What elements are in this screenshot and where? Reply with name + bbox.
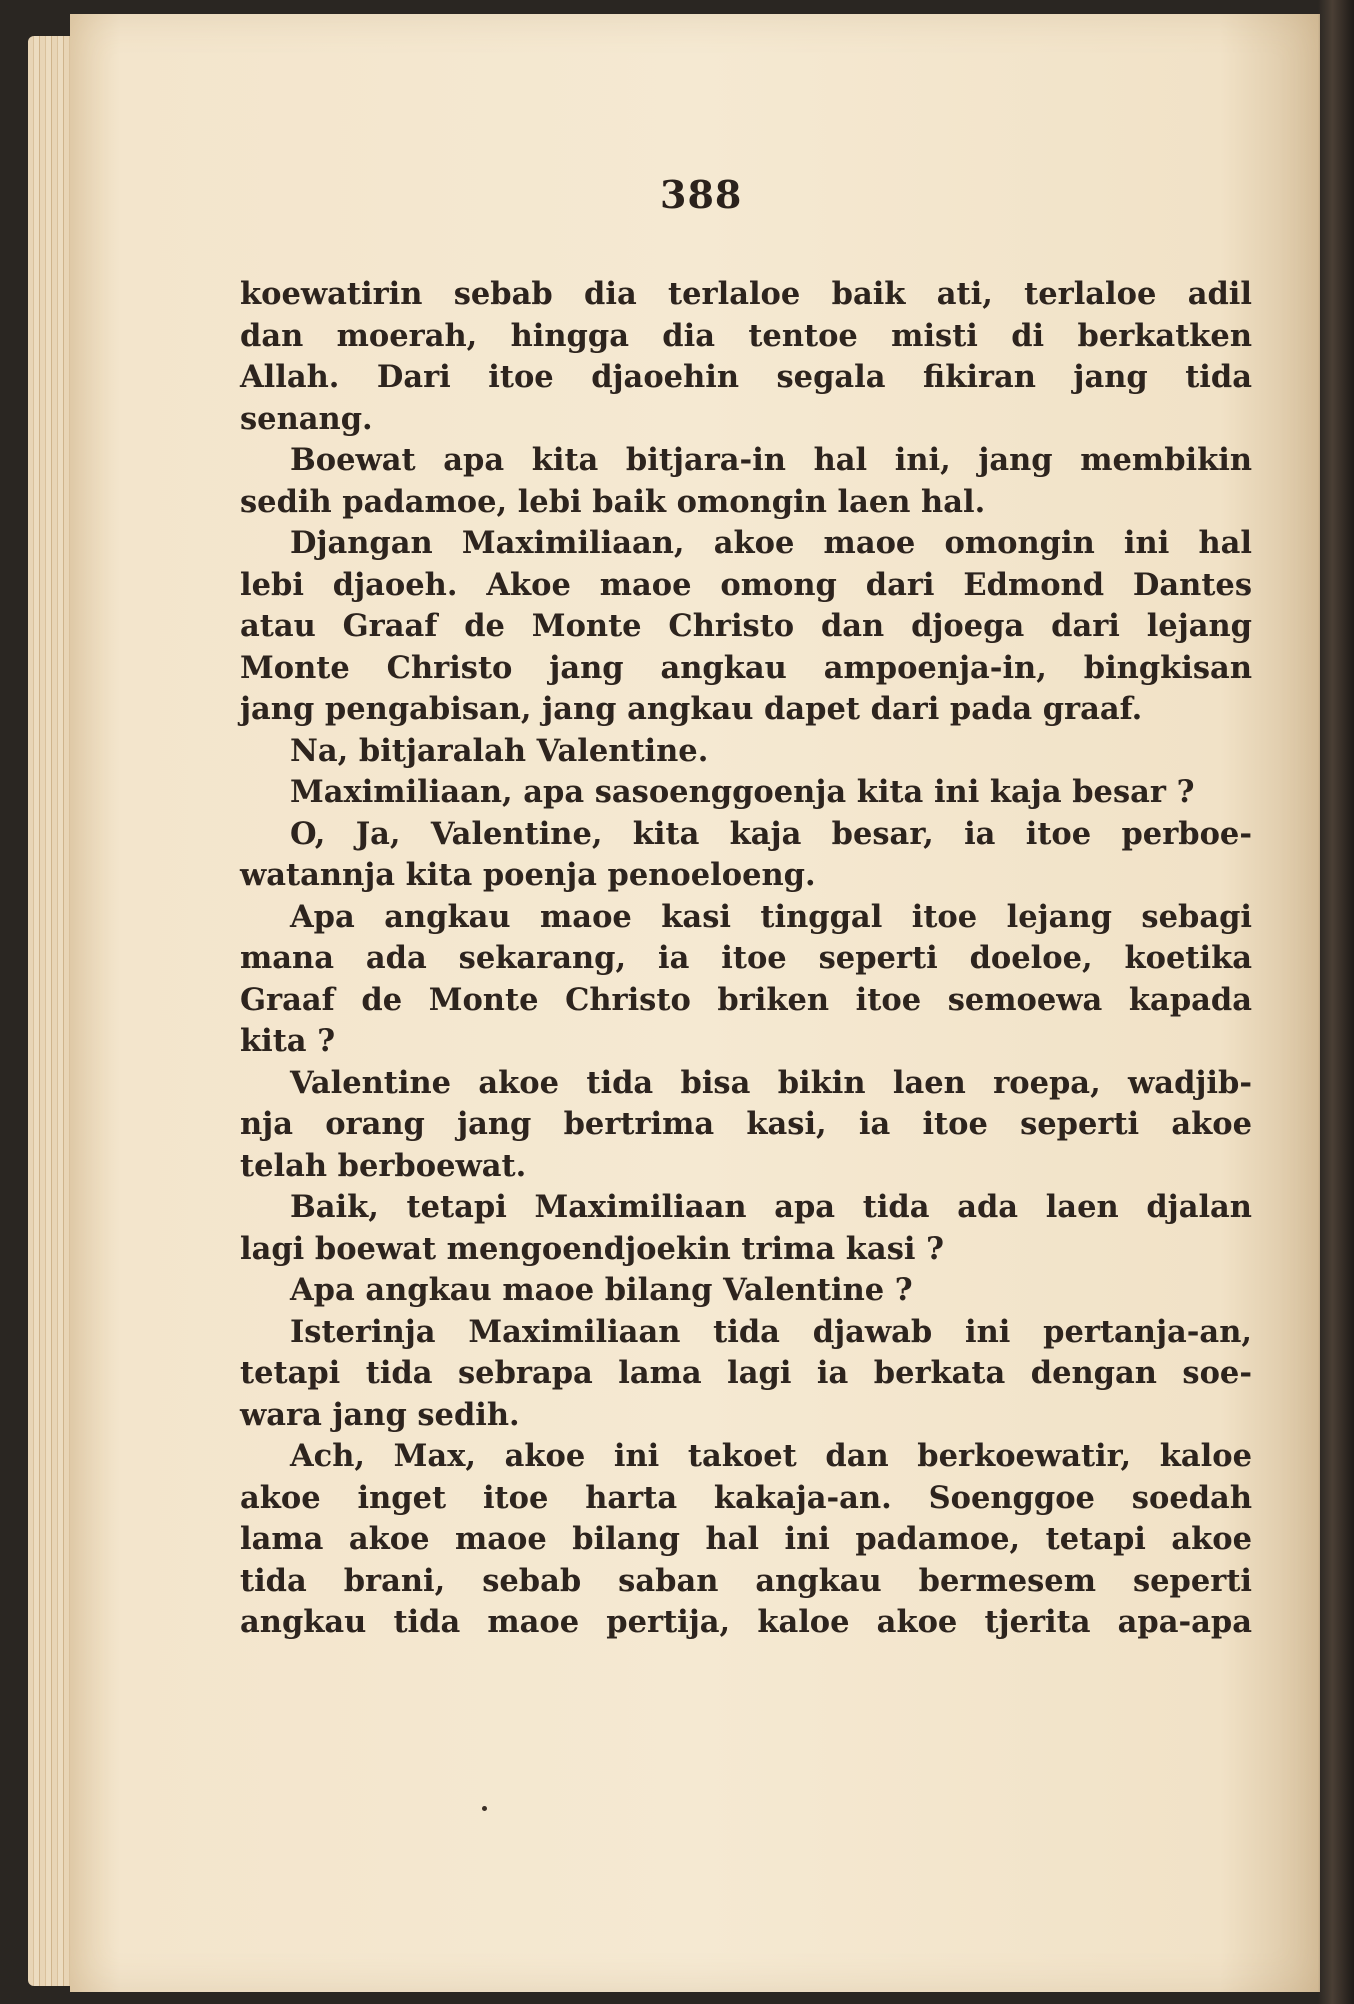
text-line: telah berboewat. <box>240 1147 527 1184</box>
text-line: kita ? <box>240 1023 336 1059</box>
text-line: Apa angkau maoe bilang Valentine ? <box>290 1272 913 1308</box>
text-line: tetapi tida sebrapa lama lagi ia berkata dengan soe- <box>240 1355 1252 1391</box>
text-line: akoe inget itoe harta kakaja-an. Soenggoe soedah <box>240 1479 1252 1516</box>
text-line: Boewat apa kita bitjara-in hal ini, jang membikin <box>290 442 1252 478</box>
text-line: dan moerah, hingga dia tentoe misti di berkatken <box>240 317 1252 354</box>
text-line: lebi djaoeh. Akoe maoe omong dari Edmond Dantes <box>240 566 1252 603</box>
text-line: senang. <box>240 400 373 437</box>
text-line: Na, bitjaralah Valentine. <box>290 732 709 769</box>
text-line: Valentine akoe tida bisa bikin laen roepa, wadjib- <box>290 1064 1252 1101</box>
body-text <box>240 274 1252 1644</box>
ink-speck <box>482 1806 487 1811</box>
text-line: O, Ja, Valentine, kita kaja besar, ia itoe perboe- <box>290 815 1252 852</box>
text-line: Allah. Dari itoe djaoehin segala fikiran jang tida <box>240 359 1252 395</box>
text-line: atau Graaf de Monte Christo dan djoega dari lejang <box>240 608 1252 644</box>
text-line: Ach, Max, akoe ini takoet dan berkoewatir, kaloe <box>290 1438 1252 1474</box>
text-line: Maximiliaan, apa sasoenggoenja kita ini kaja besar ? <box>290 774 1195 810</box>
text-line: mana ada sekarang, ia itoe seperti doeloe, koetika <box>240 940 1252 976</box>
text-line: Monte Christo jang angkau ampoenja-in, bingkisan <box>240 649 1252 686</box>
text-line: angkau tida maoe pertija, kaloe akoe tjerita apa-apa <box>240 1604 1252 1640</box>
text-line: watannja kita poenja penoeloeng. <box>240 857 816 893</box>
book-spine-shadow <box>1318 0 1354 2004</box>
text-line: Isterinja Maximiliaan tida djawab ini pertanja-an, <box>290 1313 1252 1350</box>
text-line: sedih padamoe, lebi baik omongin laen hal. <box>240 483 986 520</box>
page-number: 388 <box>660 172 743 217</box>
text-line: Baik, tetapi Maximiliaan apa tida ada laen djalan <box>290 1189 1252 1225</box>
text-line: Djangan Maximiliaan, akoe maoe omongin ini hal <box>290 525 1252 561</box>
text-line: wara jang sedih. <box>240 1396 520 1433</box>
text-line: koewatirin sebab dia terlaloe baik ati, terlaloe adil <box>240 276 1252 312</box>
text-line: lama akoe maoe bilang hal ini padamoe, tetapi akoe <box>240 1521 1252 1557</box>
text-line: tida brani, sebab saban angkau bermesem seperti <box>240 1562 1252 1599</box>
text-line: jang pengabisan, jang angkau dapet dari pada graaf. <box>240 691 1143 727</box>
text-line: Apa angkau maoe kasi tinggal itoe lejang sebagi <box>290 898 1252 935</box>
text-line: Graaf de Monte Christo briken itoe semoewa kapada <box>240 981 1252 1018</box>
text-line: nja orang jang bertrima kasi, ia itoe seperti akoe <box>240 1106 1252 1142</box>
text-line: lagi boewat mengoendjoekin trima kasi ? <box>240 1230 944 1267</box>
